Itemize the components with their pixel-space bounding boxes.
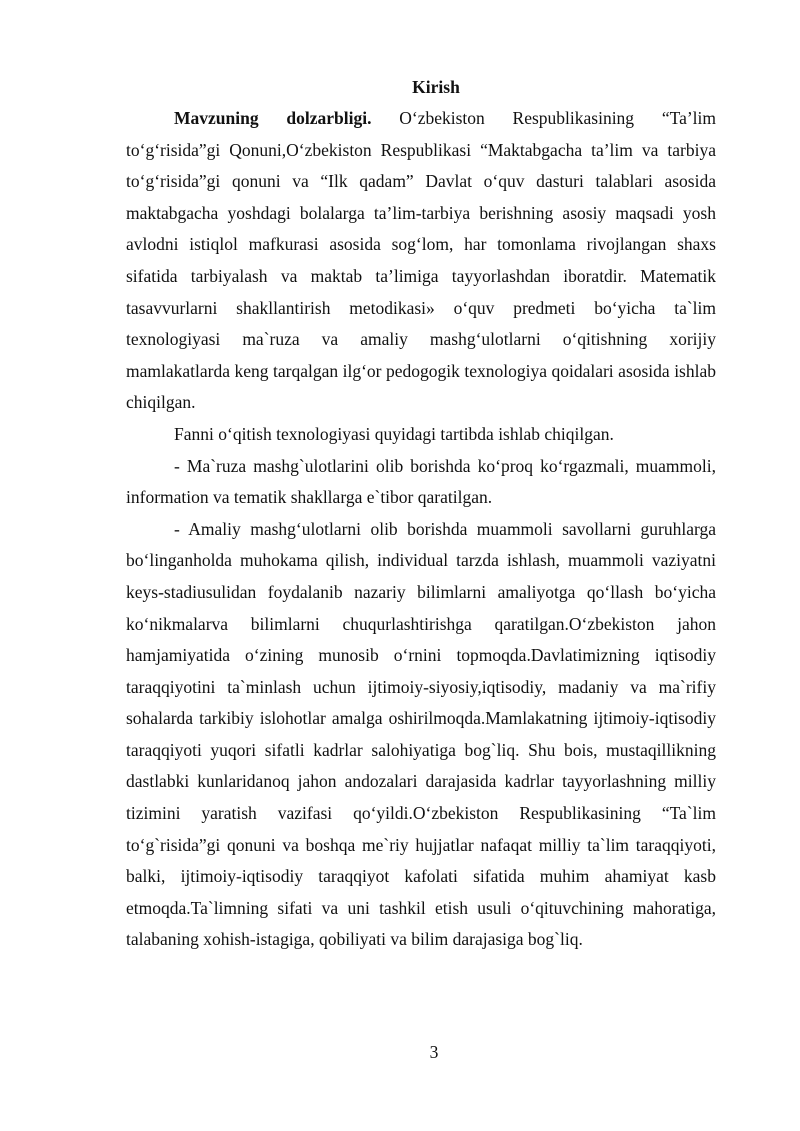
- paragraph-text: - Amaliy mashg‘ulotlarni olib borishda muammoli savollarni guruhlarga bo‘linganholda muhokama qilish, individual tarzda ishlash, muammoli vaziyatni keys-stadiusulidan foydalanib nazariy bilimlarni amaliyotga qo‘llash bo‘yicha ko‘nikmalarva bilimlarni chuqurlashtirishga qaratilgan.O‘zbekiston jahon hamjamiyatida o‘zining munosib o‘rnini topmoqda.Davlatimizning iqtisodiy taraqqiyotini ta`minlash uchun ijtimoiy-siyosiy,iqtisodiy, madaniy va ma`rifiy sohalarda tarkibiy islohotlar amalga oshirilmoqda.Mamlakatning ijtimoiy-iqtisodiy taraqqiyoti yuqori sifatli kadrlar salohiyatiga bog`liq. Shu bois, mustaqillikning dastlabki kunlaridanoq jahon andozalari darajasida kadrlar tayyorlashning milliy tizimini yaratish vazifasi qo‘yildi.O‘zbekiston Respublikasining “Ta`lim to‘g`risida”gi qonuni va boshqa me`riy hujjatlar nafaqat milliy ta`lim taraqqiyoti, balki, ijtimoiy-iqtisodiy taraqqiyot kafolati sifatida muhim ahamiyat kasb etmoqda.Ta`limning sifati va uni tashkil etish usuli o‘qituvchining mahoratiga, talabaning xohish-istagiga, qobiliyati va bilim darajasiga bog`liq.: [126, 518, 716, 950]
- paragraph-text: Fanni o‘qitish texnologiyasi quyidagi tartibda ishlab chiqilgan.: [174, 423, 614, 444]
- paragraph-practical: [126, 514, 716, 956]
- document-page: [126, 72, 716, 956]
- paragraph-lead: Mavzuning dolzarbligi.: [174, 108, 372, 128]
- paragraph-technology: [126, 419, 716, 451]
- paragraph-text: O‘zbekiston Respublikasining “Ta’lim to‘g‘risida”gi Qonuni,O‘zbekiston Respublikasi “Maktabgacha ta’lim va tarbiya to‘g‘risida”gi qonuni va “Ilk qadam” Davlat o‘quv dasturi talablari asosida maktabgacha yoshdagi bolalarga ta’lim-tarbiya berishning asosiy maqsadi yosh avlodni istiqlol mafkurasi asosida sog‘lom, har tomonlama rivojlangan shaxs sifatida tarbiyalash va maktab ta’limiga tayyorlashdan iboratdir. Matematik tasavvurlarni shakllantirish metodikasi» o‘quv predmeti bo‘yicha ta`lim texnologiyasi ma`ruza va amaliy mashg‘ulotlarni o‘qitishning xorijiy mamlakatlarda keng tarqalgan ilg‘or pedogogik texnologiya qoidalari asosida ishlab chiqilgan.: [126, 108, 717, 413]
- paragraph-lectures: [126, 451, 716, 514]
- paragraph-relevance: [126, 103, 716, 419]
- page-title: Kirish: [412, 77, 460, 97]
- paragraph-text: - Ma`ruza mashg`ulotlarini olib borishda ko‘proq ko‘rgazmali, muammoli, information va tematik shakllarga e`tibor qaratilgan.: [126, 455, 716, 508]
- page-number: 3: [429, 1042, 439, 1062]
